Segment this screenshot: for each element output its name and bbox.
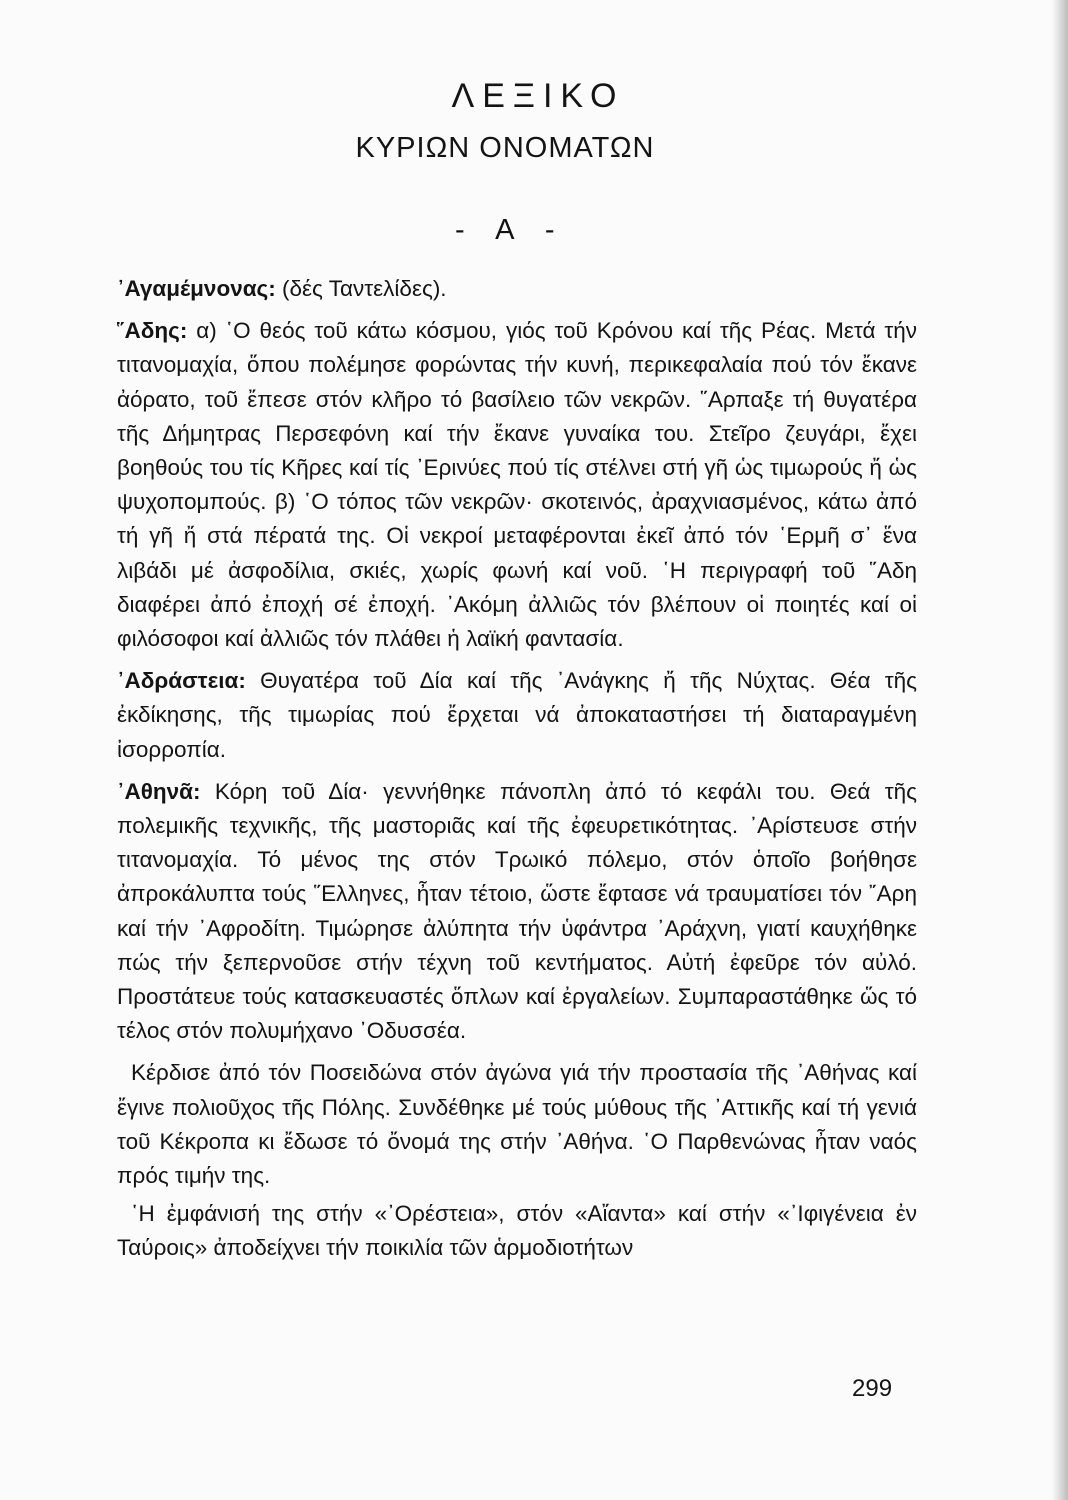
entry-adrasteia: [117, 664, 917, 767]
entry-text: Κόρη τοῦ Δία· γεννήθηκε πάνοπλη ἀπό τό κεφάλι του. Θεά τῆς πολεμικῆς τεχνικῆς, τῆς μαστοριᾶς καί τῆς ἐφευρετικότητας. ᾿Αρίστευσε στήν τιτανομαχία. Τό μένος της στόν Τρωικό πόλεμο, στόν ὁποῖο βοήθησε ἀπροκάλυπτα τούς ῞Ελληνες, ἦταν τέτοιο, ὥστε ἔφτασε νά τραυματίσει τόν ῎Αρη καί τήν ᾿Αφροδίτη. Τιμώρησε ἀλύπητα τήν ὑφάντρα ᾿Αράχνη, γιατί καυχήθηκε πώς τήν ξεπερνοῦσε στήν τέχνη τοῦ κεντήματος. Αὐτή ἐφεῦρε τόν αὐλό. Προστάτευε τούς κατασκευαστές ὅπλων καί ἐργαλείων. Συμπαραστάθηκε ὥς τό τέλος στόν πολυμήχανο ᾿Οδυσσέα.: [117, 778, 917, 1044]
entry-term: ῞Αδης:: [117, 318, 188, 344]
entry-text: α) ῾Ο θεός τοῦ κάτω κόσμου, γιός τοῦ Κρόνου καί τῆς Ρέας. Μετά τήν τιτανομαχία, ὅπου πολέμησε φορώντας τήν κυνή, περικεφαλαία πού τόν ἔκανε ἀόρατο, τοῦ ἔπεσε στόν κλῆρο τό βασίλειο τῶν νεκρῶν. ῞Αρπαξε τή θυγατέρα τῆς Δήμητρας Περσεφόνη καί τήν ἔκανε γυναίκα του. Στεῖρο ζευγάρι, ἔχει βοηθούς του τίς Κῆρες καί τίς ᾿Ερινύες πού τίς στέλνει στή γῆ ὡς τιμωρούς ἤ ὡς ψυχοπομπούς. β) ῾Ο τόπος τῶν νεκρῶν· σκοτεινός, ἀραχνιασμένος, κάτω ἀπό τή γῆ ἤ στά πέρατά της. Οἱ νεκροί μεταφέρονται ἐκεῖ ἀπό τόν ῾Ερμῆ σ᾿ ἕνα λιβάδι μέ ἀσφοδίλια, σκιές, χωρίς φωνή καί νοῦ. ῾Η περιγραφή τοῦ ῞Αδη διαφέρει ἀπό ἐποχή σέ ἐποχή. ᾿Ακόμη ἀλλιῶς τόν βλέπουν οἱ ποιητές καί οἱ φιλόσοφοι καί ἀλλιῶς τόν πλάθει ἡ λαϊκή φαντασία.: [117, 318, 917, 652]
paragraph: Κέρδισε ἀπό τόν Ποσειδώνα στόν ἀγώνα γιά τήν προστασία τῆς ᾿Αθήνας καί ἔγινε πολιοῦχος τῆς Πόλης. Συνδέθηκε μέ τούς μύθους τῆς ᾿Αττικῆς καί τή γενιά τοῦ Κέκροπα κι ἔδωσε τό ὄνομά της στήν ᾿Αθήνα. ῾Ο Παρθενώνας ἦταν ναός πρός τιμήν της.: [117, 1060, 917, 1189]
page-title: ΛΕΞΙΚΟ: [451, 77, 625, 115]
entry-term: ᾿Αθηνᾶ:: [117, 778, 201, 804]
entry-term: ᾿Αγαμέμνονας:: [117, 276, 276, 301]
paragraph: ῾Η ἐμφάνισή της στήν «᾿Ορέστεια», στόν «Αἴαντα» καί στήν «᾿Ιφιγένεια ἐν Ταύροις» ἀποδείχνει τήν ποικιλία τῶν ἁρμοδιοτήτων: [117, 1201, 917, 1261]
section-letter: - Α -: [455, 214, 567, 246]
entry-text: Θυγατέρα τοῦ Δία καί τῆς ᾿Ανάγκης ἤ τῆς Νύχτας. Θέα τῆς ἐκδίκησης, τῆς τιμωρίας πού ἔρχεται νά ἀποκαταστήσει τή διαταραγμένη ἰσορροπία.: [117, 668, 917, 762]
entry-adis: [117, 314, 917, 656]
page-number: 299: [852, 1375, 893, 1402]
page-edge-shadow: [1052, 0, 1068, 1500]
entry-term: ᾿Αδράστεια:: [117, 668, 246, 694]
entry-agamemnonas: [117, 272, 917, 306]
entry-athina: [117, 775, 917, 1049]
page-subtitle: ΚΥΡΙΩΝ ΟΝΟΜΑΤΩΝ: [355, 132, 655, 164]
dictionary-body: [117, 272, 917, 1270]
entry-text: (δές Ταντελίδες).: [275, 276, 447, 301]
